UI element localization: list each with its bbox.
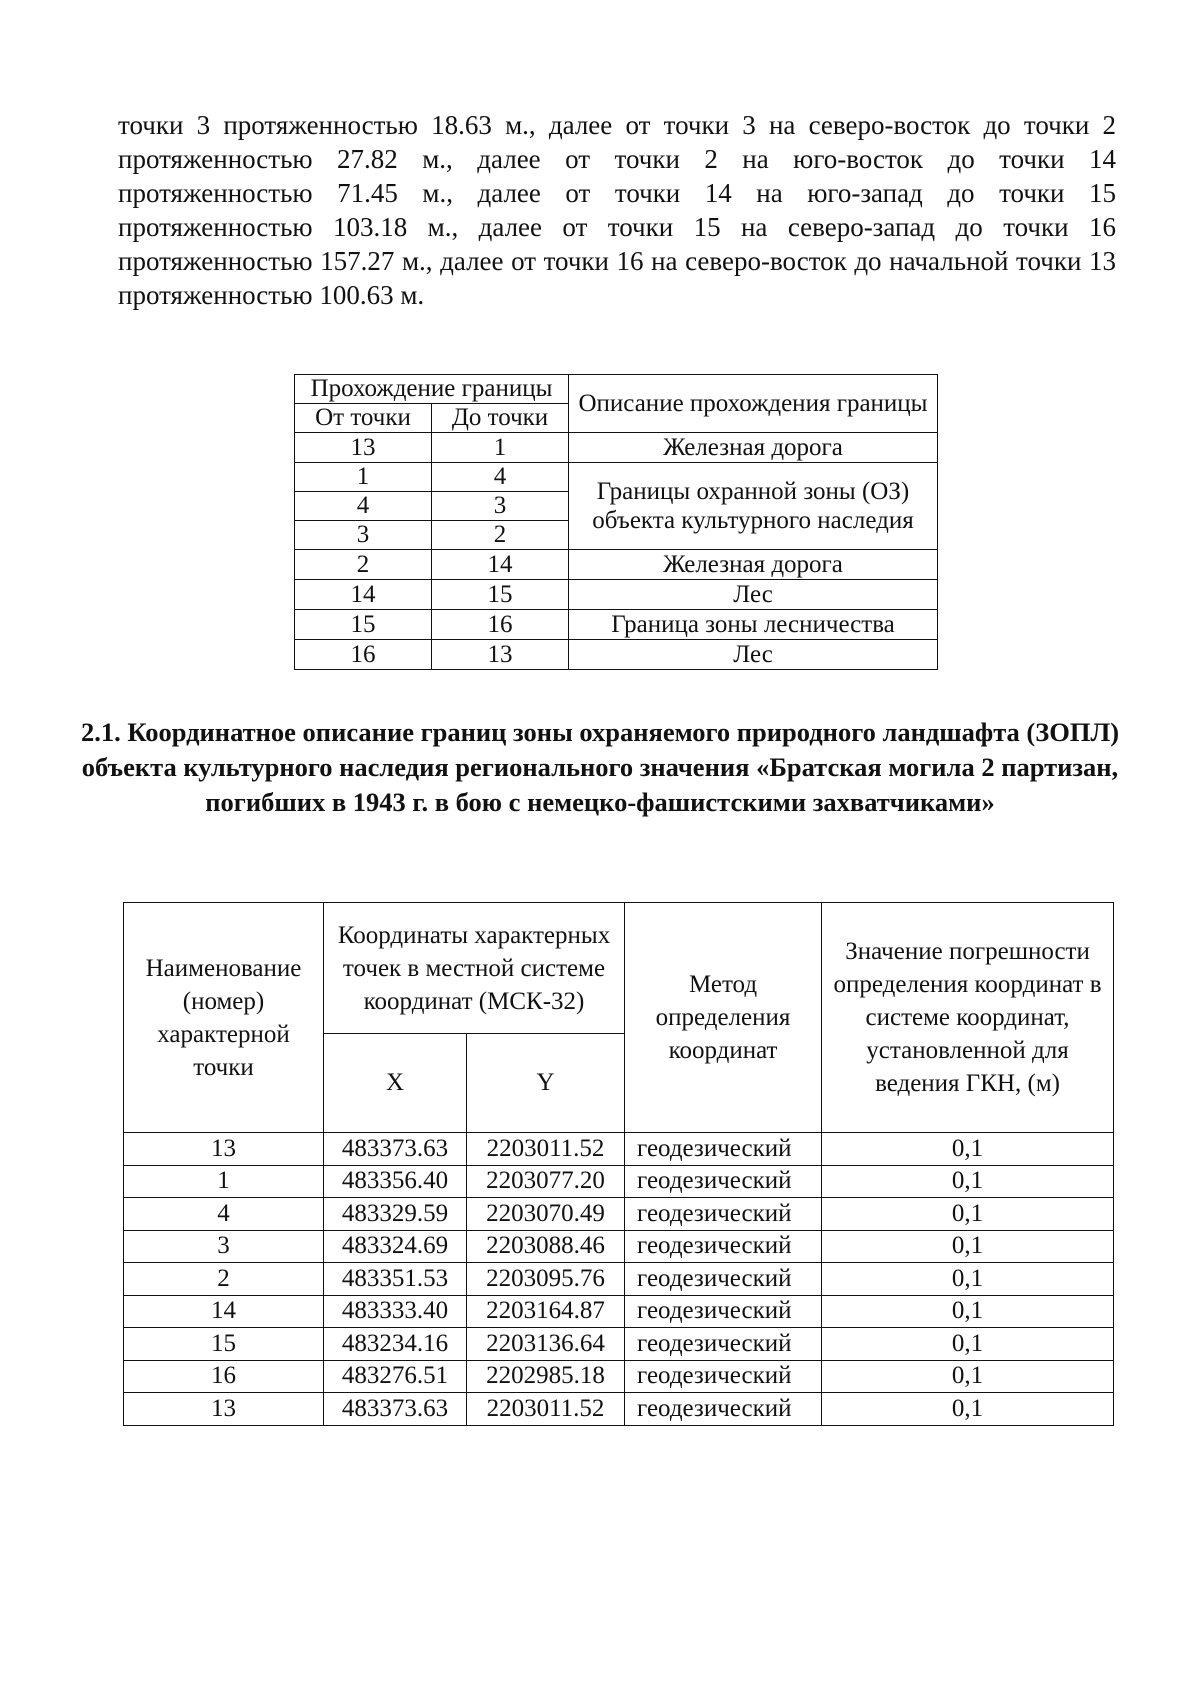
y-cell: 2203011.52 <box>467 1133 625 1166</box>
to-cell: 15 <box>432 580 569 610</box>
section-heading: 2.1. Координатное описание границ зоны охраняемого природного ландшафта (ЗОПЛ) объекта культурного наследия регионального значения «Братская могила 2 партизан, погибших в 1943 г. в бою с немецко-фашистскими захватчиками» <box>80 717 1120 817</box>
method-cell: геодезический <box>625 1360 822 1393</box>
method-cell: геодезический <box>625 1198 822 1231</box>
table-row <box>124 1328 1114 1361</box>
table-row <box>124 1263 1114 1296</box>
boundary-table-header-row <box>295 375 938 404</box>
table-row <box>124 1295 1114 1328</box>
y-cell: 2203011.52 <box>467 1393 625 1426</box>
table-row <box>295 640 938 670</box>
boundary-header-to: До точки <box>432 404 569 433</box>
x-cell: 483351.53 <box>324 1263 467 1296</box>
from-cell: 13 <box>295 433 432 463</box>
header-y: Y <box>467 1034 625 1133</box>
method-cell: геодезический <box>625 1230 822 1263</box>
header-x: X <box>324 1034 467 1133</box>
table-row <box>295 550 938 580</box>
x-cell: 483356.40 <box>324 1165 467 1198</box>
from-cell: 14 <box>295 580 432 610</box>
point-cell: 15 <box>124 1328 324 1361</box>
desc-cell: Лес <box>569 640 938 670</box>
from-cell: 4 <box>295 492 432 521</box>
error-cell: 0,1 <box>822 1263 1114 1296</box>
from-cell: 2 <box>295 550 432 580</box>
y-cell: 2203164.87 <box>467 1295 625 1328</box>
y-cell: 2203088.46 <box>467 1230 625 1263</box>
point-cell: 2 <box>124 1263 324 1296</box>
coordinates-table <box>123 902 1114 1426</box>
table-row <box>124 1230 1114 1263</box>
method-cell: геодезический <box>625 1328 822 1361</box>
error-cell: 0,1 <box>822 1295 1114 1328</box>
header-method: Метод определения координат <box>625 903 822 1133</box>
desc-cell: Границы охранной зоны (ОЗ) объекта культурного наследия <box>569 463 938 550</box>
table-row <box>295 610 938 640</box>
to-cell: 14 <box>432 550 569 580</box>
to-cell: 13 <box>432 640 569 670</box>
table-row <box>124 1165 1114 1198</box>
desc-cell: Железная дорога <box>569 433 938 463</box>
y-cell: 2203070.49 <box>467 1198 625 1231</box>
method-cell: геодезический <box>625 1393 822 1426</box>
method-cell: геодезический <box>625 1263 822 1296</box>
from-cell: 1 <box>295 463 432 492</box>
desc-cell: Железная дорога <box>569 550 938 580</box>
table-row <box>124 1198 1114 1231</box>
to-cell: 16 <box>432 610 569 640</box>
intro-paragraph: точки 3 протяженностью 18.63 м., далее от точки 3 на северо-восток до точки 2 протяженностью 27.82 м., далее от точки 2 на юго-восток до точки 14 протяженностью 71.45 м., далее от точки 14 на юго-запад до точки 15 протяженностью 103.18 м., далее от точки 15 на северо-запад до точки 16 протяженностью 157.27 м., далее от точки 16 на северо-восток до начальной точки 13 протяженностью 100.63 м. <box>118 110 1116 310</box>
x-cell: 483276.51 <box>324 1360 467 1393</box>
error-cell: 0,1 <box>822 1393 1114 1426</box>
point-cell: 16 <box>124 1360 324 1393</box>
point-cell: 13 <box>124 1133 324 1166</box>
x-cell: 483234.16 <box>324 1328 467 1361</box>
desc-cell: Лес <box>569 580 938 610</box>
boundary-header-from: От точки <box>295 404 432 433</box>
point-cell: 13 <box>124 1393 324 1426</box>
error-cell: 0,1 <box>822 1230 1114 1263</box>
error-cell: 0,1 <box>822 1165 1114 1198</box>
error-cell: 0,1 <box>822 1133 1114 1166</box>
x-cell: 483333.40 <box>324 1295 467 1328</box>
table-row <box>295 580 938 610</box>
to-cell: 4 <box>432 463 569 492</box>
to-cell: 3 <box>432 492 569 521</box>
error-cell: 0,1 <box>822 1360 1114 1393</box>
method-cell: геодезический <box>625 1165 822 1198</box>
point-cell: 3 <box>124 1230 324 1263</box>
boundary-table <box>294 374 938 670</box>
table-row <box>295 463 938 492</box>
header-coordinates: Координаты характерных точек в местной системе координат (МСК-32) <box>324 903 625 1034</box>
table-row <box>124 1393 1114 1426</box>
table-row <box>124 1133 1114 1166</box>
y-cell: 2203077.20 <box>467 1165 625 1198</box>
header-error: Значение погрешности определения координат в системе координат, установленной для ведения ГКН, (м) <box>822 903 1114 1133</box>
table-row <box>295 433 938 463</box>
error-cell: 0,1 <box>822 1328 1114 1361</box>
point-cell: 1 <box>124 1165 324 1198</box>
boundary-header-group: Прохождение границы <box>295 375 569 404</box>
from-cell: 15 <box>295 610 432 640</box>
x-cell: 483373.63 <box>324 1133 467 1166</box>
from-cell: 16 <box>295 640 432 670</box>
x-cell: 483329.59 <box>324 1198 467 1231</box>
method-cell: геодезический <box>625 1133 822 1166</box>
point-cell: 14 <box>124 1295 324 1328</box>
header-point-name: Наименование (номер) характерной точки <box>124 903 324 1133</box>
coord-header-row <box>124 903 1114 1034</box>
boundary-header-desc: Описание прохождения границы <box>569 375 938 433</box>
method-cell: геодезический <box>625 1295 822 1328</box>
x-cell: 483324.69 <box>324 1230 467 1263</box>
table-row <box>124 1360 1114 1393</box>
error-cell: 0,1 <box>822 1198 1114 1231</box>
desc-cell: Граница зоны лесничества <box>569 610 938 640</box>
to-cell: 2 <box>432 521 569 550</box>
to-cell: 1 <box>432 433 569 463</box>
y-cell: 2202985.18 <box>467 1360 625 1393</box>
x-cell: 483373.63 <box>324 1393 467 1426</box>
y-cell: 2203136.64 <box>467 1328 625 1361</box>
y-cell: 2203095.76 <box>467 1263 625 1296</box>
point-cell: 4 <box>124 1198 324 1231</box>
from-cell: 3 <box>295 521 432 550</box>
